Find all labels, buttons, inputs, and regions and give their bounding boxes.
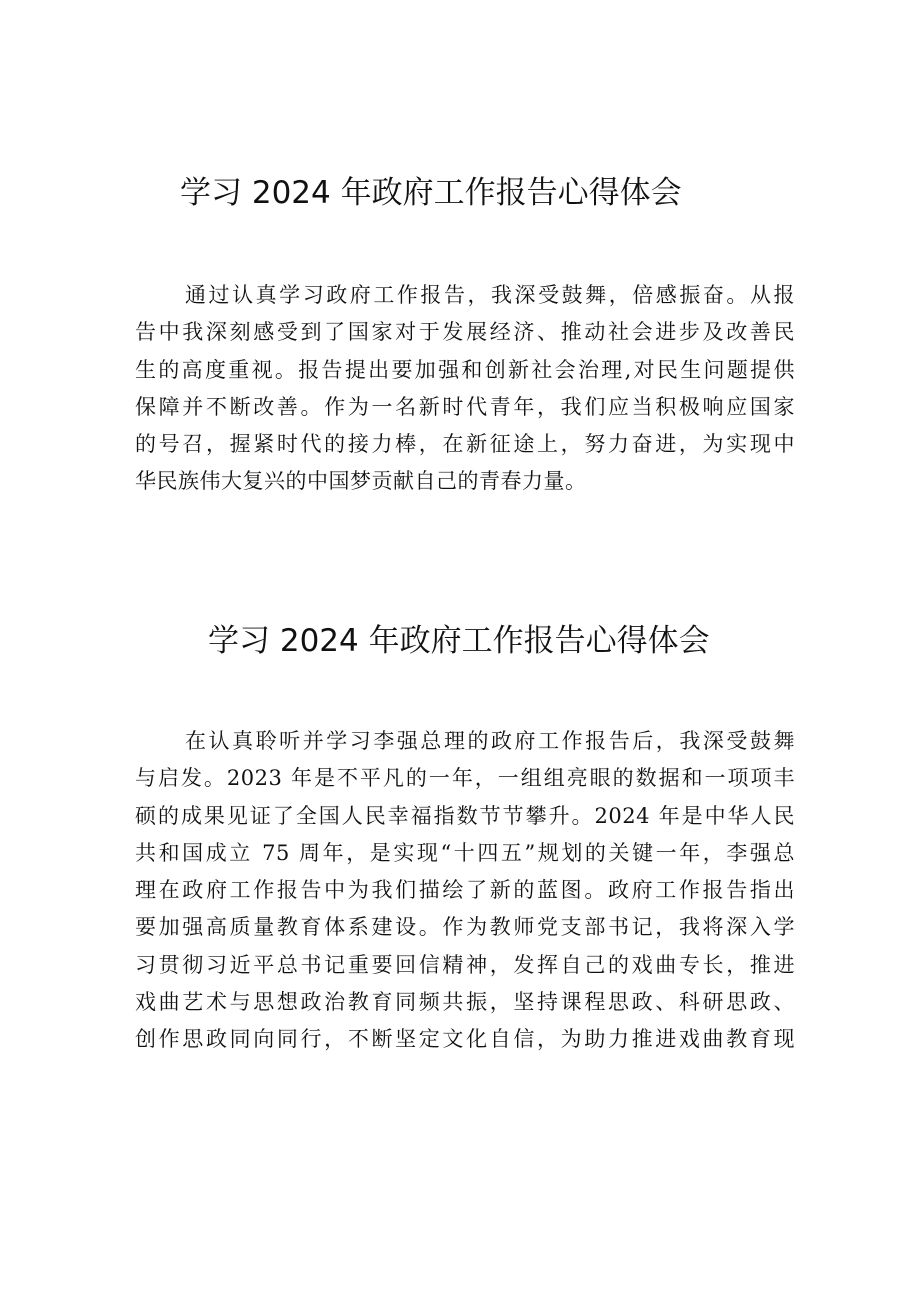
text-line: 共和国成立 75 周年，是实现“十四五”规划的关键一年，李强总: [135, 840, 795, 865]
text-line: 保障并不断改善。作为一名新时代青年，我们应当积极响应国家: [135, 394, 795, 419]
text-line: 通过认真学习政府工作报告，我深受鼓舞，倍感振奋。从报: [185, 283, 795, 307]
text-line: 生的高度重视。报告提出要加强和创新社会治理,对民生问题提供: [135, 357, 795, 382]
text-line: 华民族伟大复兴的中国梦贡献自己的青春力量。: [135, 469, 587, 494]
section-1-title: 学习 2024 年政府工作报告心得体会: [180, 175, 682, 211]
text-line: 硕的成果见证了全国人民幸福指数节节攀升。2024 年是中华人民: [135, 803, 795, 828]
section-2-title: 学习 2024 年政府工作报告心得体会: [208, 623, 710, 659]
text-line: 与启发。2023 年是不平凡的一年，一组组亮眼的数据和一项项丰: [135, 766, 795, 791]
text-line: 创作思政同向同行，不断坚定文化自信，为助力推进戏曲教育现: [135, 1027, 795, 1052]
text-line: 的号召，握紧时代的接力棒，在新征途上，努力奋进，为实现中: [135, 432, 795, 457]
section-2-paragraph: [135, 723, 795, 1059]
text-line: 戏曲艺术与思想政治教育同频共振，坚持课程思政、科研思政、: [135, 990, 795, 1015]
text-line: 理在政府工作报告中为我们描绘了新的蓝图。政府工作报告指出: [135, 878, 795, 903]
text-line: 在认真聆听并学习李强总理的政府工作报告后，我深受鼓舞: [185, 729, 795, 753]
text-line: 习贯彻习近平总书记重要回信精神，发挥自己的戏曲专长，推进: [135, 952, 795, 977]
section-1-paragraph: [135, 277, 795, 501]
text-line: 告中我深刻感受到了国家对于发展经济、推动社会进步及改善民: [135, 320, 795, 345]
text-line: 要加强高质量教育体系建设。作为教师党支部书记，我将深入学: [135, 915, 795, 940]
